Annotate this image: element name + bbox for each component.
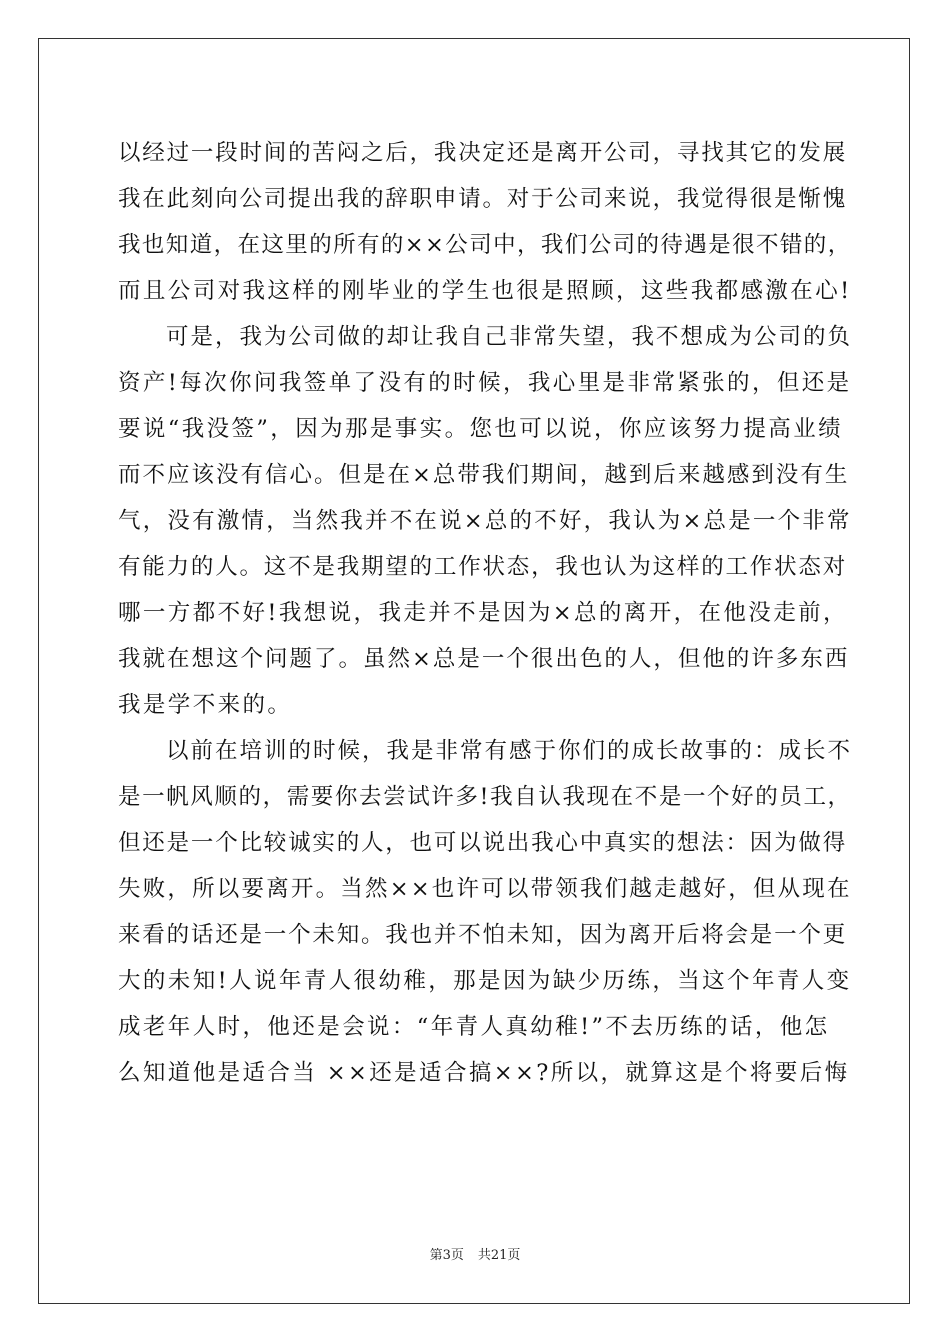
text-line: 失败，所以要离开。当然××也许可以带领我们越走越好，但从现在 — [118, 876, 852, 902]
text-line: 哪一方都不好!我想说，我走并不是因为×总的离开，在他没走前， — [118, 600, 848, 626]
text-line: 我是学不来的。 — [118, 692, 293, 718]
page-total: 共21页 — [477, 1248, 521, 1263]
text-line: 我也知道，在这里的所有的××公司中，我们公司的待遇是很不错的， — [118, 232, 852, 258]
text-line: 但还是一个比较诚实的人，也可以说出我心中真实的想法：因为做得 — [118, 830, 848, 856]
page-number: 第3页 — [429, 1248, 464, 1263]
text-line: 资产!每次你问我签单了没有的时候，我心里是非常紧张的，但还是 — [118, 370, 852, 396]
text-line: 是一帆风顺的，需要你去尝试许多!我自认我现在不是一个好的员工， — [118, 784, 852, 810]
text-line: 要说“我没签”，因为那是事实。您也可以说，你应该努力提高业绩 — [118, 416, 844, 442]
text-line: 成老年人时，他还是会说：“年青人真幼稚!”不去历练的话，他怎 — [118, 1014, 830, 1040]
text-line: 我就在想这个问题了。虽然×总是一个很出色的人，但他的许多东西 — [118, 646, 850, 672]
text-line: 大的未知!人说年青人很幼稚，那是因为缺少历练，当这个年青人变 — [118, 968, 852, 994]
text-line: 而不应该没有信心。但是在×总带我们期间，越到后来越感到没有生 — [118, 462, 850, 488]
text-line: 有能力的人。这不是我期望的工作状态，我也认为这样的工作状态对 — [118, 554, 848, 580]
document-body — [118, 131, 853, 1097]
text-line: 气，没有激情，当然我并不在说×总的不好，我认为×总是一个非常 — [118, 508, 852, 534]
page-footer — [0, 1248, 950, 1264]
text-line: 么知道他是适合当 ××还是适合搞××?所以，就算这是个将要后悔 — [118, 1060, 850, 1086]
paragraph-start-line: 以前在培训的时候，我是非常有感于你们的成长故事的：成长不 — [166, 738, 853, 764]
paragraph-start-line: 可是，我为公司做的却让我自己非常失望，我不想成为公司的负 — [166, 324, 853, 350]
text-line: 来看的话还是一个未知。我也并不怕未知，因为离开后将会是一个更 — [118, 922, 848, 948]
text-line: 我在此刻向公司提出我的辞职申请。对于公司来说，我觉得很是惭愧 — [118, 186, 848, 212]
text-line: 而且公司对我这样的刚毕业的学生也很是照顾，这些我都感激在心! — [118, 278, 852, 304]
text-line: 以经过一段时间的苦闷之后，我决定还是离开公司，寻找其它的发展 — [118, 140, 848, 166]
